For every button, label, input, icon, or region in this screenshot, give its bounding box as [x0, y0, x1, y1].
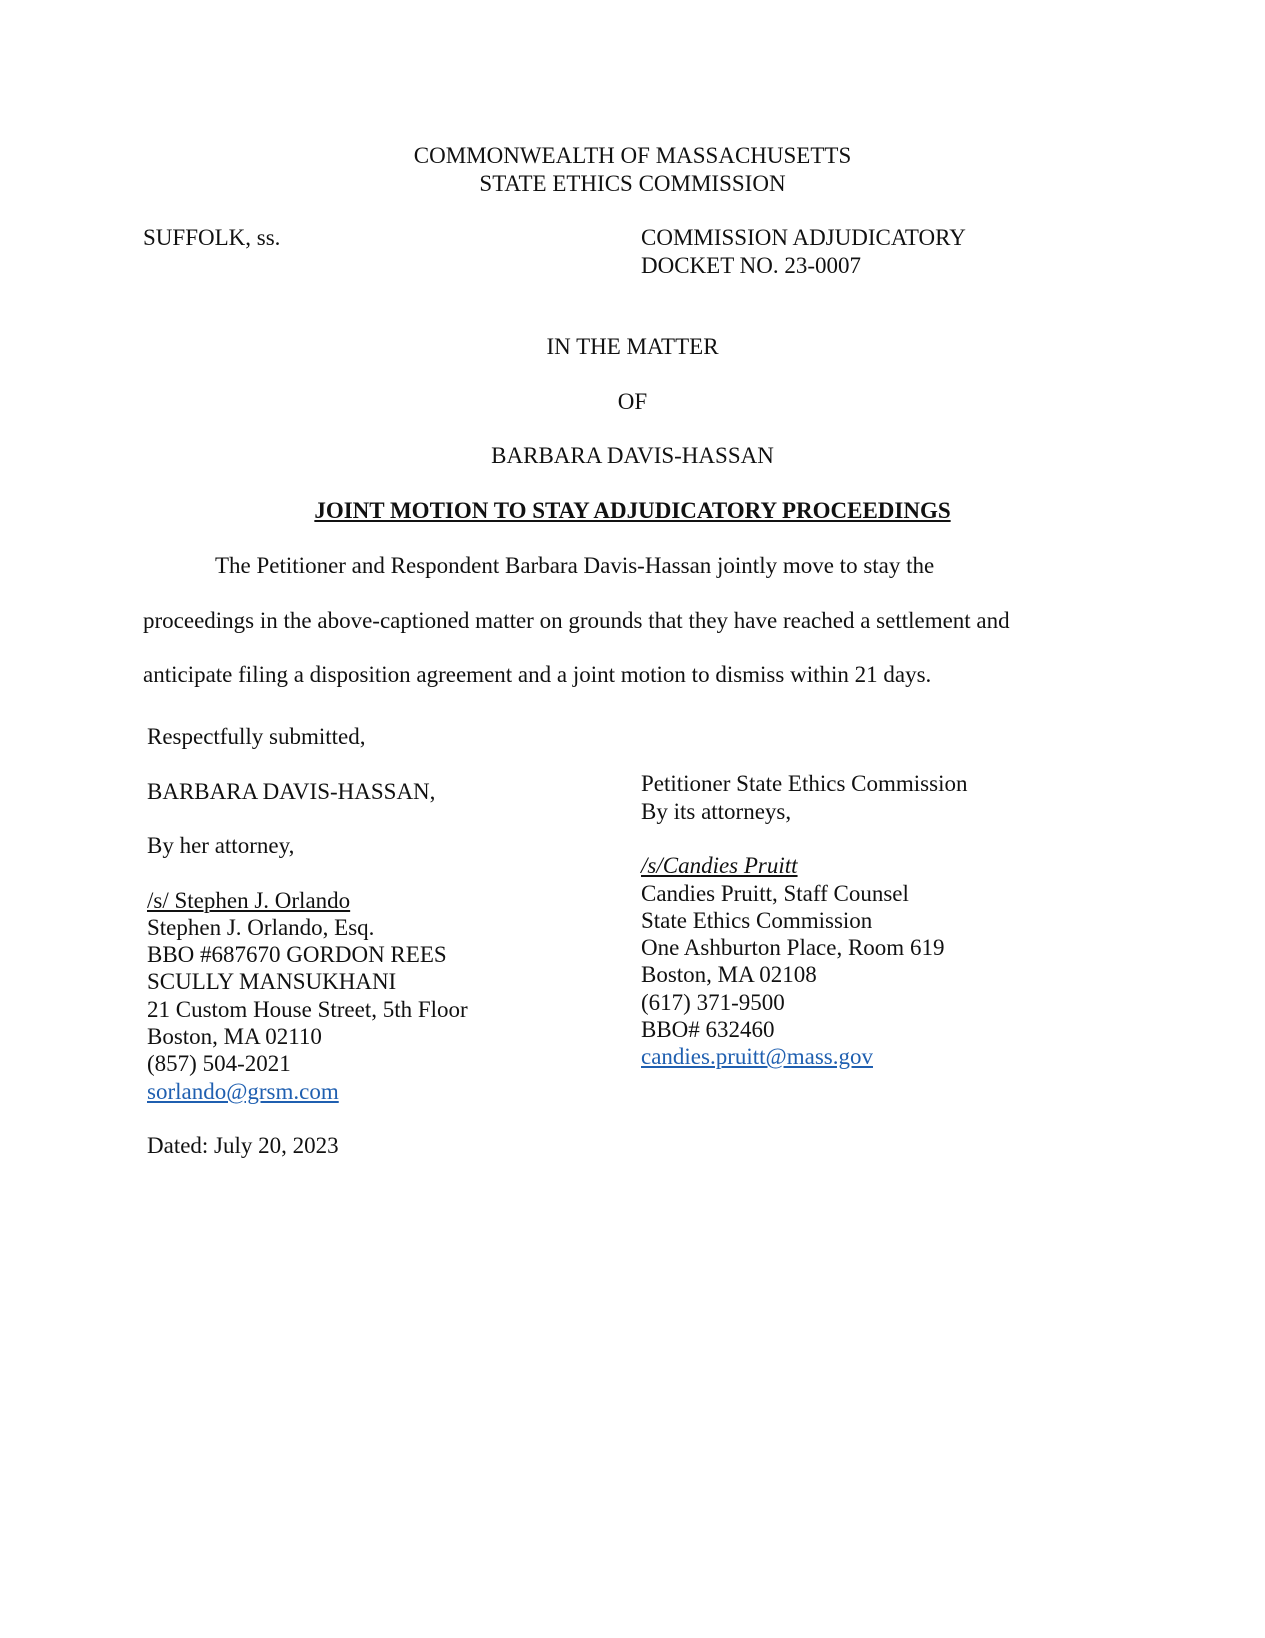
respondent-address-line: Stephen J. Orlando, Esq. [147, 915, 375, 940]
respondent-name: BARBARA DAVIS-HASSAN, [147, 779, 436, 804]
body-line-3: anticipate filing a disposition agreement and a joint motion to dismiss within 21 days. [143, 662, 932, 687]
petitioner-address-line: One Ashburton Place, Room 619 [641, 935, 945, 960]
header-line-1: COMMONWEALTH OF MASSACHUSETTS [413, 143, 852, 168]
respondent-address-line: BBO #687670 GORDON REES [147, 942, 447, 967]
header-line-2: STATE ETHICS COMMISSION [479, 171, 786, 196]
petitioner-address-line: Candies Pruitt, Staff Counsel [641, 881, 909, 906]
dated-line: Dated: July 20, 2023 [147, 1133, 339, 1158]
respondent-signature: /s/ Stephen J. Orlando [147, 888, 351, 913]
document-title: JOINT MOTION TO STAY ADJUDICATORY PROCEEDINGS [314, 498, 951, 523]
respondent-by-line: By her attorney, [147, 833, 295, 858]
respondent-address-line: 21 Custom House Street, 5th Floor [147, 997, 468, 1022]
petitioner-phone: (617) 371-9500 [641, 990, 785, 1015]
body-line-2: proceedings in the above-captioned matter on grounds that they have reached a settlement and [143, 608, 1010, 633]
petitioner-address-line: State Ethics Commission [641, 908, 873, 933]
petitioner-bbo: BBO# 632460 [641, 1017, 775, 1042]
petitioner-by-line: By its attorneys, [641, 799, 792, 824]
respondent-address-line: SCULLY MANSUKHANI [147, 969, 397, 994]
matter-line-1: IN THE MATTER [546, 334, 719, 359]
body-line-1: The Petitioner and Respondent Barbara Davis-Hassan jointly move to stay the [215, 553, 935, 578]
docket-line-2: DOCKET NO. 23-0007 [641, 253, 861, 278]
petitioner-email-link[interactable]: candies.pruitt@mass.gov [641, 1044, 873, 1069]
county-label: SUFFOLK, ss. [143, 225, 281, 250]
petitioner-address-line: Boston, MA 02108 [641, 962, 817, 987]
matter-line-3: BARBARA DAVIS-HASSAN [491, 443, 774, 468]
respectfully-submitted: Respectfully submitted, [147, 724, 366, 749]
respondent-address-line: Boston, MA 02110 [147, 1024, 322, 1049]
petitioner-name: Petitioner State Ethics Commission [641, 771, 968, 796]
respondent-email-link[interactable]: sorlando@grsm.com [147, 1079, 339, 1104]
petitioner-signature: /s/Candies Pruitt [641, 853, 798, 878]
docket-line-1: COMMISSION ADJUDICATORY [641, 225, 966, 250]
respondent-phone: (857) 504-2021 [147, 1051, 291, 1076]
matter-line-2: OF [617, 389, 648, 414]
